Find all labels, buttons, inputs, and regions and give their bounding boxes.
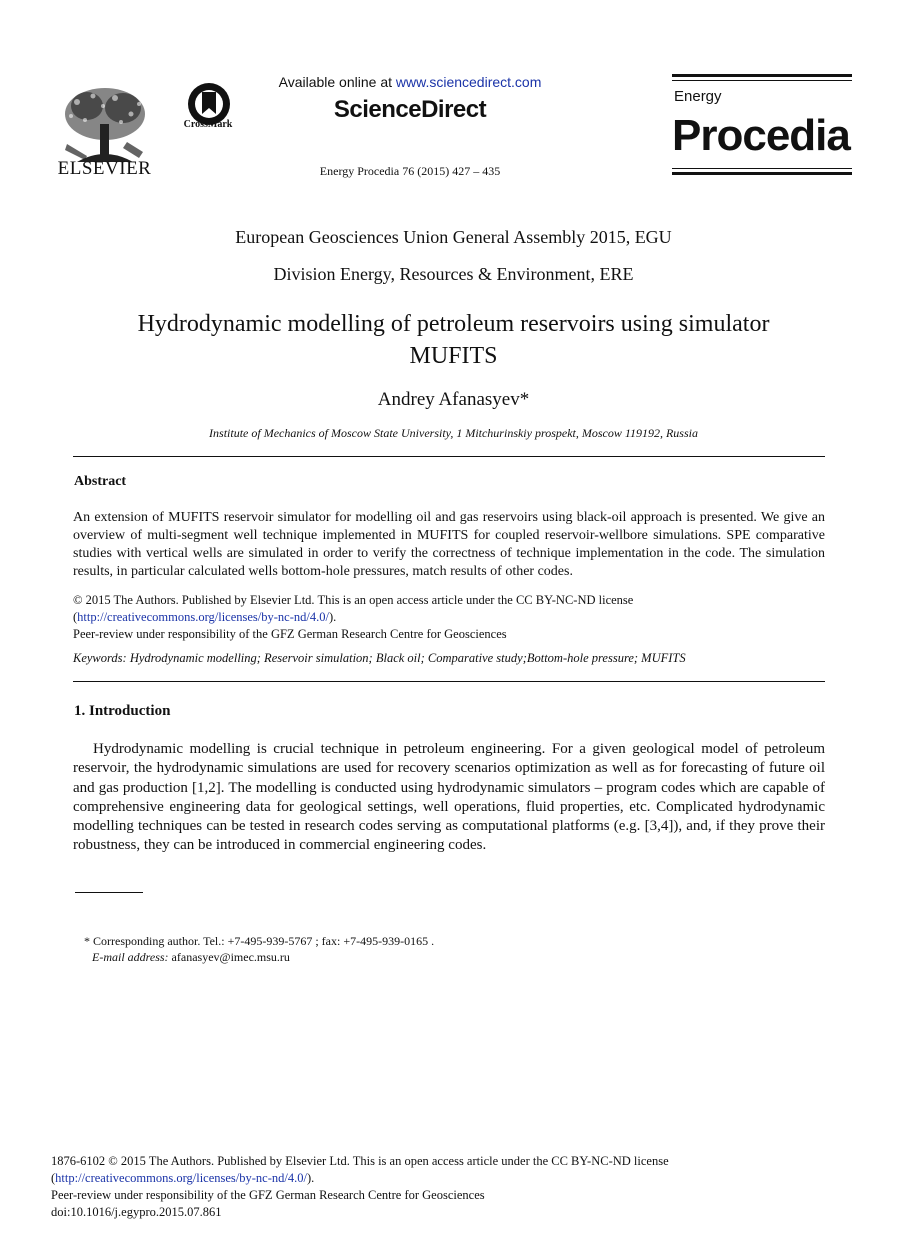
license-block — [73, 592, 825, 643]
footer-license-link[interactable]: http://creativecommons.org/licenses/by-nc-nd/4.0/ — [55, 1171, 307, 1185]
publisher-name: ELSEVIER — [57, 158, 152, 179]
crossmark-label: CrossMark — [183, 119, 233, 130]
section-paragraph: Hydrodynamic modelling is crucial technique in petroleum engineering. For a given geological model of petroleum reservoir, the hydrodynamic simulations are used for recovery scenarios optimization as well as for forecasting of future oil and gas production [1,2]. The modelling is conducted using hydrodynamic simulators – program codes which are capable of comprehensive engineering data for geological settings, well operations, fluid properties, etc. Complicated hydrodynamic modelling techniques can be tested in research codes serving as computational platforms (e.g. [3,4]), and, if they prove their robustness, they can be introduced in commercial engineering codes. — [73, 741, 825, 854]
keywords: Keywords: Hydrodynamic modelling; Reservoir simulation; Black oil; Comparative study;Bottom-hole pressure; MUFITS — [73, 651, 686, 665]
email-label: E-mail address: — [92, 950, 169, 964]
corresponding-author-note: * Corresponding author. Tel.: +7-495-939-5767 ; fax: +7-495-939-0165 . — [84, 934, 435, 948]
abstract-heading: Abstract — [74, 474, 127, 489]
author-name: Andrey Afanasyev* — [377, 389, 530, 410]
license-link-line: (http://creativecommons.org/licenses/by-nc-nd/4.0/). — [73, 610, 337, 624]
journal-citation: Energy Procedia 76 (2015) 427 – 435 — [319, 164, 501, 178]
footnote-divider — [75, 892, 143, 893]
footer-license: 1876-6102 © 2015 The Authors. Published by Elsevier Ltd. This is an open access article under the CC BY-NC-ND license — [51, 1154, 669, 1168]
journal-logo-procedia: Procedia — [672, 111, 850, 160]
available-online — [250, 74, 570, 90]
section-heading: 1. Introduction — [74, 703, 171, 719]
page-footer — [51, 1153, 851, 1221]
license-link[interactable]: http://creativecommons.org/licenses/by-nc-nd/4.0/ — [77, 610, 329, 624]
sciencedirect-wordmark: ScienceDirect — [333, 96, 487, 123]
peer-review-text: Peer-review under responsibility of the GFZ German Research Centre for Geosciences — [73, 627, 507, 641]
email-address[interactable]: afanasyev@imec.msu.ru — [171, 950, 290, 964]
title-line-2: MUFITS — [409, 343, 498, 369]
author-affiliation: Institute of Mechanics of Moscow State University, 1 Mitchurinskiy prospekt, Moscow 119192, Russia — [209, 426, 698, 440]
title-line-1: Hydrodynamic modelling of petroleum reservoirs using simulator — [137, 311, 770, 337]
journal-logo-energy: Energy — [674, 88, 722, 105]
footer-peer-review: Peer-review under responsibility of the GFZ German Research Centre for Geosciences — [51, 1188, 485, 1202]
abstract-text: An extension of MUFITS reservoir simulator for modelling oil and gas reservoirs using black-oil approach is presented. We give an overview of multi-segment well technique implemented in MUFITS for coupled reservoir-wellbore simulations. SPE comparative studies with vertical wells are simulated in order to verify the correctness of technique implementation in the code. The simulation results, in particular calculated wells bottom-hole pressures, match results of other codes. — [73, 510, 825, 579]
divider-bottom — [73, 681, 825, 682]
paper-title — [60, 308, 847, 372]
sciencedirect-link[interactable]: www.sciencedirect.com — [395, 74, 542, 90]
available-prefix: Available online at — [278, 74, 396, 90]
license-text: © 2015 The Authors. Published by Elsevier Ltd. This is an open access article under the CC BY-NC-ND license — [73, 593, 634, 607]
email-note — [92, 950, 290, 965]
footer-doi[interactable]: doi:10.1016/j.egypro.2015.07.861 — [51, 1205, 222, 1219]
conference-line-1: European Geosciences Union General Assembly 2015, EGU — [235, 227, 672, 247]
conference-line-2: Division Energy, Resources & Environment, ERE — [273, 264, 634, 284]
footer-link-line: (http://creativecommons.org/licenses/by-nc-nd/4.0/). — [51, 1171, 315, 1185]
divider-top — [73, 456, 825, 457]
